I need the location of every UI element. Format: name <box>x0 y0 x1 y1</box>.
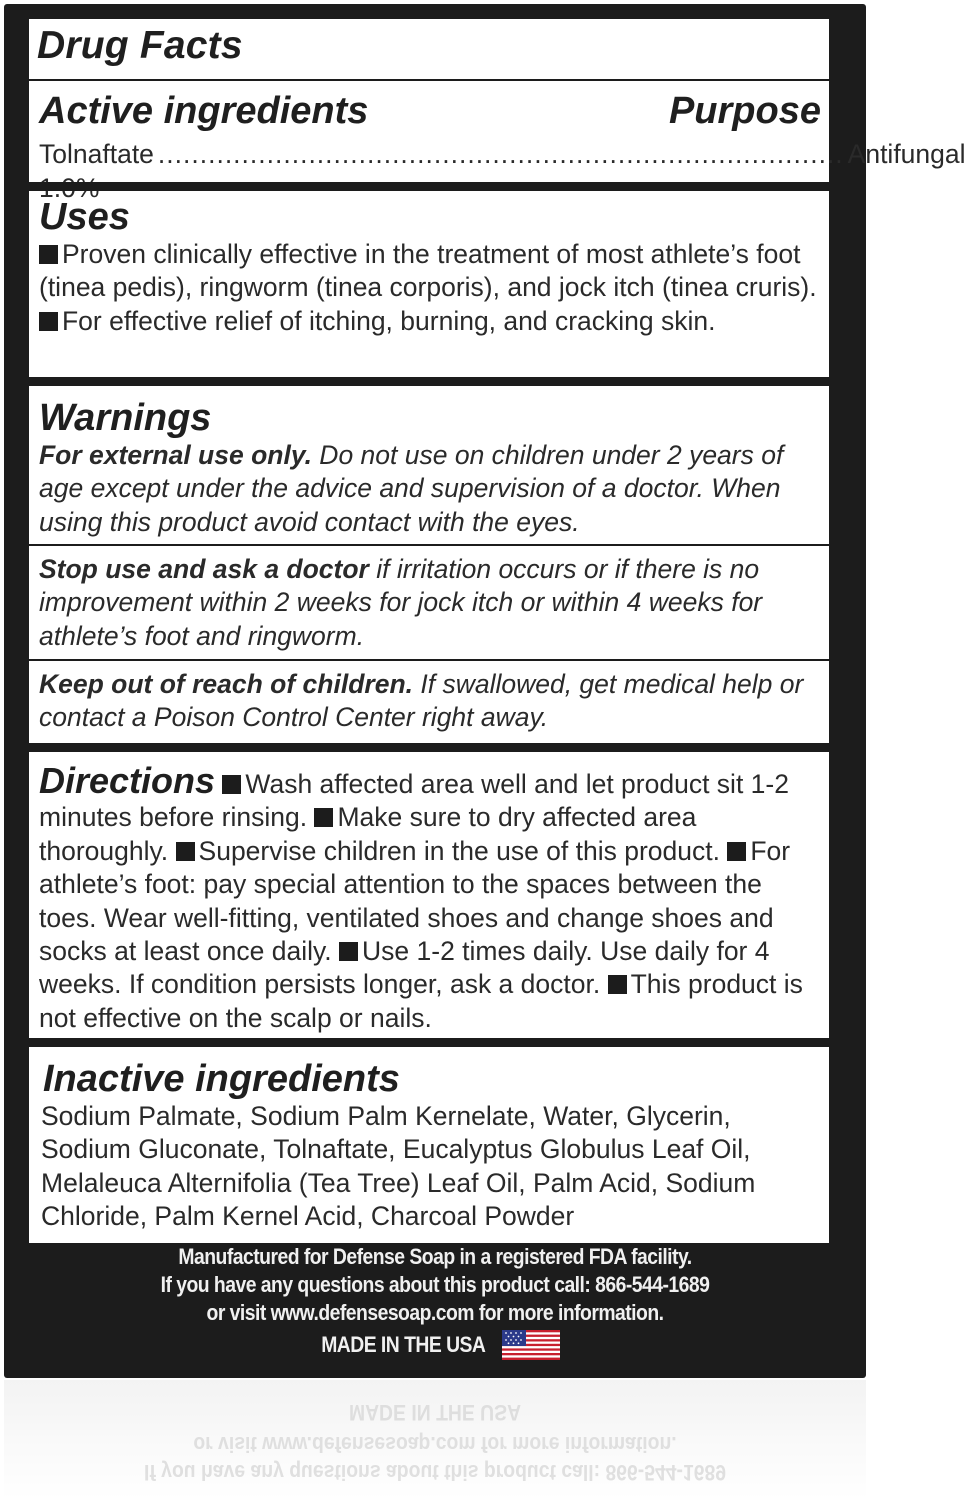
divider <box>29 659 829 661</box>
purpose-heading: Purpose <box>668 90 821 132</box>
reflection-website: or visit www.defensesoap.com for more information. <box>193 1432 677 1457</box>
active-ingredients-heading: Active ingredients <box>39 90 369 132</box>
drug-facts-panel <box>29 19 966 1243</box>
made-in-usa-text: MADE IN THE USA <box>320 1332 486 1357</box>
footer-manufacturer: Manufactured for Defense Soap in a registered FDA facility. <box>178 1244 692 1269</box>
package-reflection <box>4 1380 866 1500</box>
active-ingredient-row <box>39 137 966 205</box>
bullet-square-icon <box>39 245 58 264</box>
directions-text <box>39 760 821 1035</box>
footer-phone: If you have any questions about this product call: 866-544-1689 <box>160 1272 710 1297</box>
warnings-stop-bold: Stop use and ask a doctor <box>39 554 369 584</box>
warnings-keep-out <box>39 668 821 735</box>
drug-facts-title: Drug Facts <box>37 24 243 67</box>
bullet-square-icon <box>222 775 241 794</box>
directions-step: This product is not effective on the scalp or nails. <box>39 969 803 1033</box>
warnings-keep-text: If swallowed, get medical help or contact a Poison Control Center right away. <box>39 669 804 733</box>
directions-step: For athlete’s foot: pay special attention to the spaces between the toes. Wear well-fitting, ventilated shoes and change shoes and socks at least once daily. <box>39 835 791 967</box>
inactive-ingredients-text: Sodium Palmate, Sodium Palm Kernelate, Water, Glycerin, Sodium Gluconate, Tolnaftate, Eucalyptus Globulus Leaf Oil, Melaleuca Alternifolia (Tea Tree) Leaf Oil, Palm Acid, Sodium Chloride, Palm Kernel Acid, Charcoal Powder <box>41 1101 756 1232</box>
bullet-square-icon <box>314 808 333 827</box>
warnings-keep-bold: Keep out of reach of children. <box>39 669 413 699</box>
inactive-ingredients-heading: Inactive ingredients <box>43 1058 400 1100</box>
us-flag-icon <box>502 1330 560 1360</box>
warnings-external <box>39 439 821 539</box>
purpose-value: Antifungal <box>847 139 966 169</box>
uses-item: For effective relief of itching, burning, and cracking skin. <box>62 305 716 336</box>
bullet-square-icon <box>608 975 627 994</box>
warnings-stop-text: if irritation occurs or if there is no improvement within 2 weeks for jock itch or within 4 weeks for athlete’s foot and ringworm. <box>39 554 763 651</box>
warnings-external-text: Do not use on children under 2 years of age except under the advice and supervision of a doctor. When using this product avoid contact with the eyes. <box>39 440 784 537</box>
uses-text <box>39 238 821 338</box>
directions-step: Wash affected area well and let product sit 1-2 minutes before rinsing. <box>39 769 789 833</box>
made-in-usa <box>0 1330 870 1360</box>
divider <box>29 182 829 191</box>
reflection-phone: If you have any questions about this product call: 866-544-1689 <box>143 1460 727 1485</box>
warnings-stop-use <box>39 553 821 653</box>
divider <box>29 79 829 81</box>
warnings-external-bold: For external use only. <box>39 440 312 470</box>
divider <box>29 1038 829 1047</box>
warnings-heading: Warnings <box>39 397 212 439</box>
uses-item: Proven clinically effective in the treatment of most athlete’s foot (tinea pedis), ringworm (tinea corporis), and jock itch (tinea cruris). <box>39 239 817 303</box>
directions-step: Make sure to dry affected area thoroughly. <box>39 802 697 866</box>
bullet-square-icon <box>39 312 58 331</box>
directions-heading: Directions <box>39 760 216 801</box>
divider <box>29 377 829 386</box>
divider <box>29 743 829 752</box>
reflection-made-in: MADE IN THE USA <box>348 1400 522 1425</box>
bullet-square-icon <box>176 842 195 861</box>
active-ingredient: Tolnaftate <box>39 139 154 169</box>
directions-step: Use 1-2 times daily. Use daily for 4 weeks. If condition persists longer, ask a doctor. <box>39 936 770 1000</box>
uses-heading: Uses <box>39 196 130 238</box>
bullet-square-icon <box>339 942 358 961</box>
directions-step: Supervise children in the use of this product. <box>198 835 720 866</box>
divider <box>29 544 829 546</box>
bullet-square-icon <box>727 842 746 861</box>
footer-website: or visit www.defensesoap.com for more information. <box>206 1300 664 1325</box>
dot-leader: .................................................................................. <box>157 139 844 169</box>
